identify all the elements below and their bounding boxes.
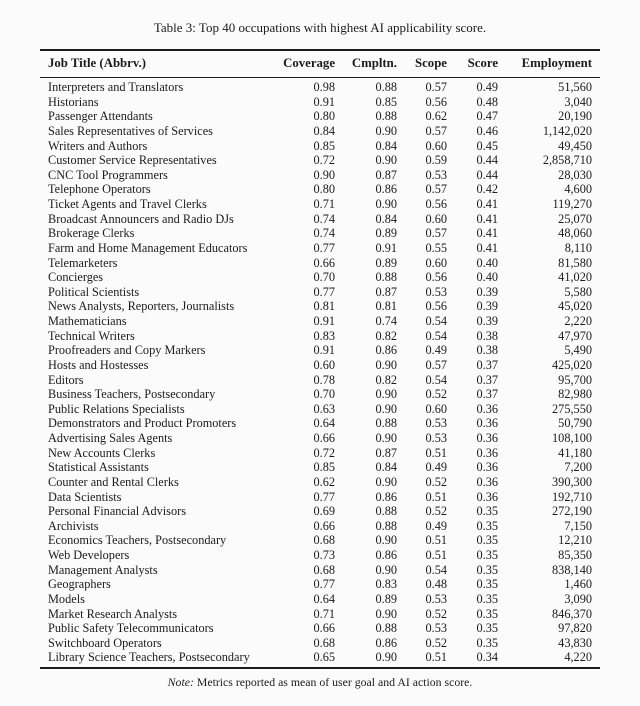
note-text: Metrics reported as mean of user goal and AI action score. [193, 675, 473, 689]
table-row [40, 636, 600, 651]
cmpltn-cell: 0.84 [375, 138, 397, 153]
score-cell: 0.36 [476, 401, 498, 416]
employment-cell: 108,100 [552, 431, 592, 445]
scope-cell: 0.49 [425, 460, 447, 475]
cmpltn-cell: 0.90 [375, 153, 397, 168]
score-cell: 0.48 [476, 94, 498, 109]
score-cell: 0.36 [476, 431, 498, 445]
score-cell: 0.40 [476, 255, 498, 270]
cmpltn-cell: 0.84 [375, 460, 397, 475]
coverage-cell: 0.69 [313, 504, 335, 519]
scope-cell: 0.51 [425, 650, 447, 665]
employment-cell: 25,070 [558, 211, 592, 226]
job-title-cell: Business Teachers, Postsecondary [48, 387, 216, 402]
employment-cell: 45,020 [558, 299, 592, 314]
score-cell: 0.39 [476, 284, 498, 299]
coverage-cell: 0.90 [313, 167, 335, 182]
scope-cell: 0.49 [425, 343, 447, 358]
job-title-cell: Sales Representatives of Services [48, 123, 213, 138]
coverage-cell: 0.64 [313, 416, 335, 431]
job-title-cell: Concierges [48, 270, 104, 285]
score-cell: 0.44 [476, 167, 498, 182]
coverage-cell: 0.77 [313, 240, 335, 255]
employment-cell: 28,030 [558, 167, 592, 182]
employment-cell: 97,820 [558, 621, 592, 636]
table-row [40, 533, 600, 548]
score-cell: 0.49 [476, 80, 498, 94]
table-row [40, 431, 600, 446]
cmpltn-cell: 0.88 [375, 109, 397, 124]
coverage-cell: 0.71 [313, 197, 335, 211]
scope-cell: 0.54 [425, 372, 447, 387]
score-cell: 0.46 [476, 123, 498, 138]
table-row [40, 329, 600, 344]
scope-cell: 0.52 [425, 474, 447, 489]
coverage-cell: 0.70 [313, 387, 335, 402]
cmpltn-cell: 0.89 [375, 226, 397, 241]
coverage-cell: 0.68 [313, 533, 335, 548]
coverage-cell: 0.98 [313, 80, 335, 94]
job-title-cell: Brokerage Clerks [48, 226, 135, 241]
cmpltn-cell: 0.90 [375, 357, 397, 372]
table-row [40, 314, 600, 329]
score-cell: 0.35 [476, 591, 498, 606]
coverage-cell: 0.91 [313, 94, 335, 109]
table-row [40, 226, 600, 241]
column-header-score: Score [455, 50, 506, 78]
scope-cell: 0.51 [425, 548, 447, 562]
cmpltn-cell: 0.90 [375, 474, 397, 489]
score-cell: 0.36 [476, 489, 498, 504]
job-title-cell: Demonstrators and Product Promoters [48, 416, 237, 431]
employment-cell: 425,020 [552, 357, 592, 372]
employment-cell: 4,220 [564, 650, 592, 665]
coverage-cell: 0.85 [313, 138, 335, 153]
coverage-cell: 0.80 [313, 109, 335, 124]
employment-cell: 43,830 [558, 635, 592, 650]
scope-cell: 0.57 [425, 182, 447, 197]
table-caption: Table 3: Top 40 occupations with highest AI applicability score. [153, 20, 487, 35]
table-row [40, 446, 600, 461]
job-title-cell: Ticket Agents and Travel Clerks [48, 197, 207, 211]
job-title-cell: Historians [48, 94, 99, 109]
employment-cell: 192,710 [552, 489, 592, 504]
scope-cell: 0.56 [425, 197, 447, 211]
coverage-cell: 0.68 [313, 562, 335, 577]
coverage-cell: 0.68 [313, 635, 335, 650]
employment-cell: 2,858,710 [542, 153, 592, 168]
employment-cell: 272,190 [552, 504, 592, 519]
coverage-cell: 0.66 [313, 255, 335, 270]
job-title-cell: Proofreaders and Copy Markers [48, 343, 206, 358]
employment-cell: 1,142,020 [542, 123, 592, 138]
coverage-cell: 0.73 [313, 548, 335, 562]
job-title-cell: Interpreters and Translators [48, 80, 184, 94]
cmpltn-cell: 0.84 [375, 211, 397, 226]
table-row [40, 153, 600, 168]
scope-cell: 0.53 [425, 416, 447, 431]
job-title-cell: Public Relations Specialists [48, 401, 185, 416]
score-cell: 0.37 [476, 357, 498, 372]
employment-cell: 1,460 [564, 577, 592, 592]
table-row [40, 168, 600, 183]
employment-cell: 49,450 [558, 138, 592, 153]
employment-cell: 51,560 [558, 80, 592, 94]
employment-cell: 3,040 [564, 94, 592, 109]
column-header-scope: Scope [405, 50, 455, 78]
coverage-cell: 0.91 [313, 314, 335, 328]
job-title-cell: Editors [48, 372, 84, 387]
score-cell: 0.35 [476, 504, 498, 519]
coverage-cell: 0.66 [313, 518, 335, 533]
table-row [40, 182, 600, 197]
cmpltn-cell: 0.87 [375, 445, 397, 460]
job-title-cell: Statistical Assistants [48, 460, 149, 475]
table-header-row [40, 50, 600, 78]
job-title-cell: Telephone Operators [48, 182, 151, 197]
score-cell: 0.35 [476, 533, 498, 548]
scope-cell: 0.48 [425, 577, 447, 592]
employment-cell: 85,350 [558, 548, 592, 562]
cmpltn-cell: 0.90 [375, 197, 397, 211]
coverage-cell: 0.91 [313, 343, 335, 358]
cmpltn-cell: 0.87 [375, 284, 397, 299]
cmpltn-cell: 0.88 [375, 80, 397, 94]
job-title-cell: Customer Service Representatives [48, 153, 217, 168]
table-row [40, 475, 600, 490]
score-cell: 0.40 [476, 270, 498, 285]
cmpltn-cell: 0.90 [375, 533, 397, 548]
score-cell: 0.36 [476, 474, 498, 489]
scope-cell: 0.56 [425, 299, 447, 314]
table-row [40, 563, 600, 578]
table-row [40, 197, 600, 212]
cmpltn-cell: 0.88 [375, 621, 397, 636]
score-cell: 0.35 [476, 518, 498, 533]
job-title-cell: Web Developers [48, 548, 130, 562]
cmpltn-cell: 0.82 [375, 328, 397, 343]
job-title-cell: Economics Teachers, Postsecondary [48, 533, 227, 548]
job-title-cell: Management Analysts [48, 562, 158, 577]
job-title-cell: Library Science Teachers, Postsecondary [48, 650, 250, 665]
score-cell: 0.35 [476, 635, 498, 650]
job-title-cell: Advertising Sales Agents [48, 431, 173, 445]
employment-cell: 50,790 [558, 416, 592, 431]
job-title-cell: Models [48, 591, 85, 606]
table-row [40, 343, 600, 358]
table-row [40, 373, 600, 388]
table-row [40, 621, 600, 636]
job-title-cell: Geographers [48, 577, 111, 592]
table-row [40, 299, 600, 314]
job-title-cell: Hosts and Hostesses [48, 357, 149, 372]
table-row [40, 577, 600, 592]
score-cell: 0.41 [476, 197, 498, 211]
coverage-cell: 0.72 [313, 153, 335, 168]
scope-cell: 0.53 [425, 591, 447, 606]
scope-cell: 0.52 [425, 387, 447, 402]
scope-cell: 0.53 [425, 431, 447, 445]
scope-cell: 0.60 [425, 255, 447, 270]
cmpltn-cell: 0.90 [375, 431, 397, 445]
scope-cell: 0.54 [425, 314, 447, 328]
occupations-table [40, 49, 600, 669]
coverage-cell: 0.77 [313, 577, 335, 592]
cmpltn-cell: 0.88 [375, 270, 397, 285]
cmpltn-cell: 0.85 [375, 94, 397, 109]
employment-cell: 390,300 [552, 474, 592, 489]
table-row [40, 592, 600, 607]
table-row [40, 78, 600, 95]
employment-cell: 275,550 [552, 401, 592, 416]
scope-cell: 0.51 [425, 489, 447, 504]
scope-cell: 0.55 [425, 240, 447, 255]
employment-cell: 4,600 [564, 182, 592, 197]
table-row [40, 95, 600, 110]
scope-cell: 0.52 [425, 606, 447, 621]
scope-cell: 0.60 [425, 401, 447, 416]
table-row [40, 650, 600, 668]
table-row [40, 548, 600, 563]
cmpltn-cell: 0.91 [375, 240, 397, 255]
table-row [40, 241, 600, 256]
cmpltn-cell: 0.86 [375, 182, 397, 197]
cmpltn-cell: 0.88 [375, 504, 397, 519]
scope-cell: 0.57 [425, 80, 447, 94]
coverage-cell: 0.70 [313, 270, 335, 285]
scope-cell: 0.51 [425, 533, 447, 548]
coverage-cell: 0.66 [313, 621, 335, 636]
coverage-cell: 0.72 [313, 445, 335, 460]
table-header [40, 50, 600, 78]
cmpltn-cell: 0.90 [375, 650, 397, 665]
job-title-cell: Personal Financial Advisors [48, 504, 186, 519]
coverage-cell: 0.66 [313, 431, 335, 445]
scope-cell: 0.56 [425, 270, 447, 285]
cmpltn-cell: 0.86 [375, 548, 397, 562]
cmpltn-cell: 0.81 [375, 299, 397, 314]
coverage-cell: 0.77 [313, 489, 335, 504]
job-title-cell: Mathematicians [48, 314, 127, 328]
employment-cell: 838,140 [552, 562, 592, 577]
cmpltn-cell: 0.74 [375, 314, 397, 328]
score-cell: 0.35 [476, 548, 498, 562]
cmpltn-cell: 0.89 [375, 591, 397, 606]
employment-cell: 41,020 [558, 270, 592, 285]
job-title-cell: Market Research Analysts [48, 606, 178, 621]
table-row [40, 124, 600, 139]
employment-cell: 5,580 [564, 284, 592, 299]
job-title-cell: Technical Writers [48, 328, 135, 343]
scope-cell: 0.56 [425, 94, 447, 109]
table-row [40, 109, 600, 124]
score-cell: 0.41 [476, 211, 498, 226]
scope-cell: 0.62 [425, 109, 447, 124]
score-cell: 0.38 [476, 328, 498, 343]
employment-cell: 119,270 [552, 197, 592, 211]
table-row [40, 256, 600, 271]
coverage-cell: 0.78 [313, 372, 335, 387]
job-title-cell: Writers and Authors [48, 138, 148, 153]
score-cell: 0.35 [476, 606, 498, 621]
score-cell: 0.44 [476, 153, 498, 168]
employment-cell: 3,090 [564, 591, 592, 606]
coverage-cell: 0.62 [313, 474, 335, 489]
column-header-job-title: Job Title (Abbrv.) [40, 50, 281, 78]
coverage-cell: 0.64 [313, 591, 335, 606]
table-row [40, 270, 600, 285]
coverage-cell: 0.81 [313, 299, 335, 314]
scope-cell: 0.51 [425, 445, 447, 460]
score-cell: 0.39 [476, 314, 498, 328]
scope-cell: 0.52 [425, 635, 447, 650]
job-title-cell: News Analysts, Reporters, Journalists [48, 299, 235, 314]
cmpltn-cell: 0.86 [375, 489, 397, 504]
table-row [40, 402, 600, 417]
score-cell: 0.41 [476, 226, 498, 241]
coverage-cell: 0.80 [313, 182, 335, 197]
employment-cell: 47,970 [558, 328, 592, 343]
employment-cell: 7,150 [564, 518, 592, 533]
score-cell: 0.36 [476, 445, 498, 460]
scope-cell: 0.49 [425, 518, 447, 533]
employment-cell: 5,490 [564, 343, 592, 358]
table-body [40, 78, 600, 669]
table-row [40, 139, 600, 154]
cmpltn-cell: 0.87 [375, 167, 397, 182]
job-title-cell: Farm and Home Management Educators [48, 240, 248, 255]
scope-cell: 0.60 [425, 138, 447, 153]
employment-cell: 41,180 [558, 445, 592, 460]
table-row [40, 212, 600, 227]
column-header-cmpltn: Cmpltn. [343, 50, 405, 78]
cmpltn-cell: 0.82 [375, 372, 397, 387]
scope-cell: 0.52 [425, 504, 447, 519]
employment-cell: 20,190 [558, 109, 592, 124]
score-cell: 0.37 [476, 387, 498, 402]
scope-cell: 0.53 [425, 167, 447, 182]
table-row [40, 416, 600, 431]
cmpltn-cell: 0.90 [375, 606, 397, 621]
table-row [40, 285, 600, 300]
score-cell: 0.35 [476, 577, 498, 592]
score-cell: 0.41 [476, 240, 498, 255]
job-title-cell: Broadcast Announcers and Radio DJs [48, 211, 234, 226]
score-cell: 0.45 [476, 138, 498, 153]
coverage-cell: 0.85 [313, 460, 335, 475]
cmpltn-cell: 0.90 [375, 387, 397, 402]
coverage-cell: 0.71 [313, 606, 335, 621]
scope-cell: 0.53 [425, 284, 447, 299]
table-row [40, 607, 600, 622]
cmpltn-cell: 0.86 [375, 635, 397, 650]
coverage-cell: 0.83 [313, 328, 335, 343]
job-title-cell: Passenger Attendants [48, 109, 153, 124]
scope-cell: 0.57 [425, 123, 447, 138]
table-row [40, 358, 600, 373]
coverage-cell: 0.65 [313, 650, 335, 665]
score-cell: 0.34 [476, 650, 498, 665]
table-row [40, 519, 600, 534]
coverage-cell: 0.77 [313, 284, 335, 299]
scope-cell: 0.53 [425, 621, 447, 636]
employment-cell: 8,110 [564, 240, 592, 255]
employment-cell: 2,220 [564, 314, 592, 328]
cmpltn-cell: 0.90 [375, 401, 397, 416]
scope-cell: 0.54 [425, 328, 447, 343]
score-cell: 0.47 [476, 109, 498, 124]
employment-cell: 12,210 [558, 533, 592, 548]
score-cell: 0.37 [476, 372, 498, 387]
table-note [40, 675, 600, 689]
cmpltn-cell: 0.90 [375, 562, 397, 577]
coverage-cell: 0.63 [313, 401, 335, 416]
score-cell: 0.38 [476, 343, 498, 358]
table-row [40, 387, 600, 402]
scope-cell: 0.59 [425, 153, 447, 168]
job-title-cell: Counter and Rental Clerks [48, 474, 179, 489]
coverage-cell: 0.84 [313, 123, 335, 138]
job-title-cell: Political Scientists [48, 284, 140, 299]
cmpltn-cell: 0.88 [375, 416, 397, 431]
job-title-cell: Switchboard Operators [48, 635, 162, 650]
job-title-cell: CNC Tool Programmers [48, 167, 168, 182]
column-header-employment: Employment [506, 50, 600, 78]
job-title-cell: New Accounts Clerks [48, 445, 156, 460]
employment-cell: 7,200 [564, 460, 592, 475]
cmpltn-cell: 0.86 [375, 343, 397, 358]
score-cell: 0.42 [476, 182, 498, 197]
job-title-cell: Archivists [48, 518, 99, 533]
employment-cell: 95,700 [558, 372, 592, 387]
table-row [40, 490, 600, 505]
coverage-cell: 0.74 [313, 211, 335, 226]
score-cell: 0.36 [476, 416, 498, 431]
coverage-cell: 0.60 [313, 357, 335, 372]
employment-cell: 846,370 [552, 606, 592, 621]
employment-cell: 48,060 [558, 226, 592, 241]
score-cell: 0.35 [476, 621, 498, 636]
employment-cell: 81,580 [558, 255, 592, 270]
scope-cell: 0.54 [425, 562, 447, 577]
cmpltn-cell: 0.83 [375, 577, 397, 592]
score-cell: 0.39 [476, 299, 498, 314]
cmpltn-cell: 0.88 [375, 518, 397, 533]
scope-cell: 0.57 [425, 226, 447, 241]
scope-cell: 0.57 [425, 357, 447, 372]
employment-cell: 82,980 [558, 387, 592, 402]
score-cell: 0.36 [476, 460, 498, 475]
table-row [40, 460, 600, 475]
coverage-cell: 0.74 [313, 226, 335, 241]
job-title-cell: Data Scientists [48, 489, 122, 504]
score-cell: 0.35 [476, 562, 498, 577]
cmpltn-cell: 0.90 [375, 123, 397, 138]
column-header-coverage: Coverage [281, 50, 343, 78]
cmpltn-cell: 0.89 [375, 255, 397, 270]
scope-cell: 0.60 [425, 211, 447, 226]
table-row [40, 504, 600, 519]
job-title-cell: Public Safety Telecommunicators [48, 621, 214, 636]
job-title-cell: Telemarketers [48, 255, 118, 270]
note-label: Note: [167, 675, 194, 689]
